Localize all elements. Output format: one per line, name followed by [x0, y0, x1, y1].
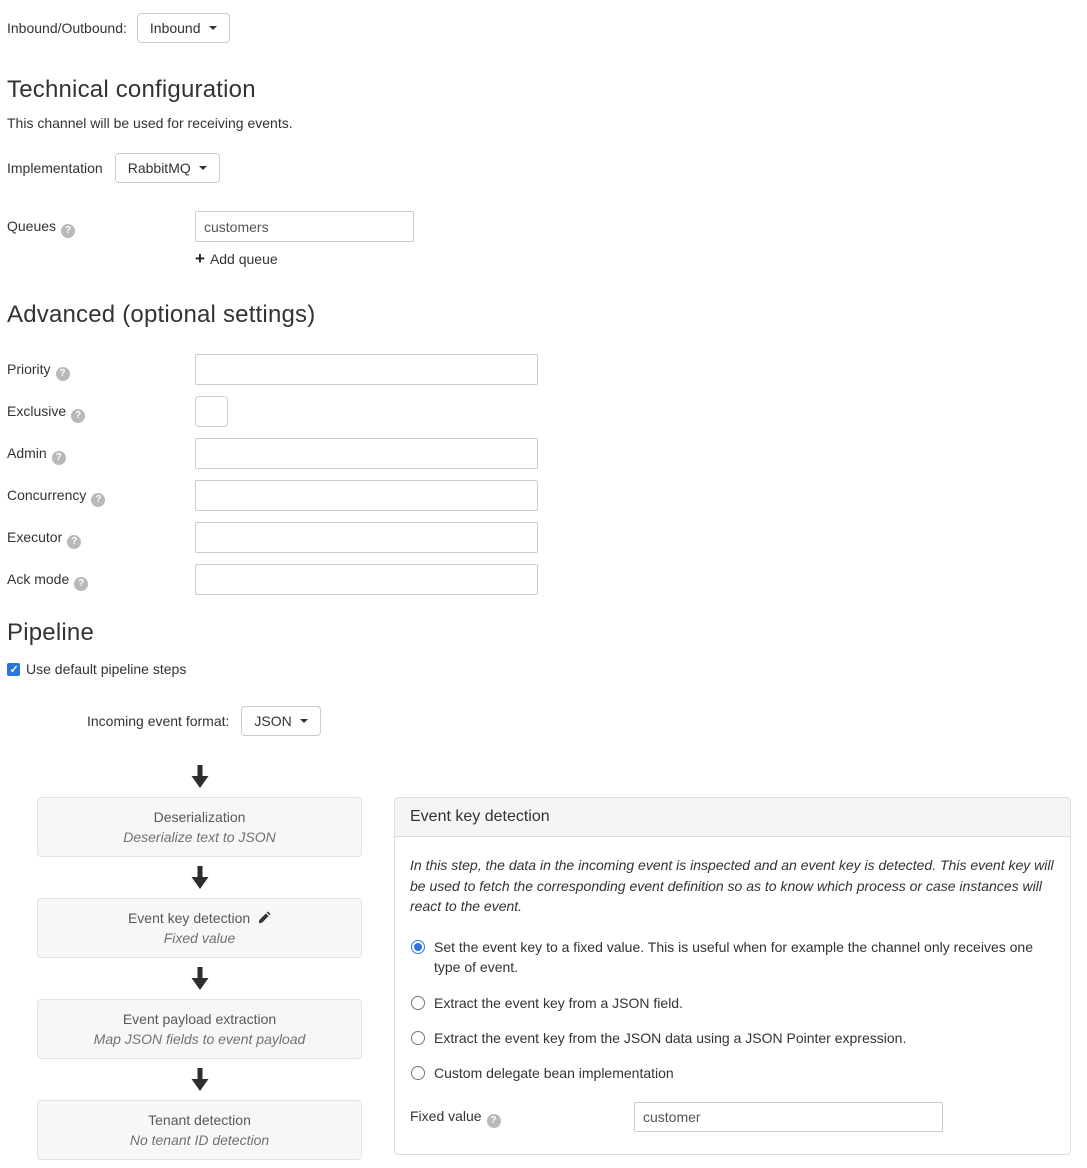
admin-label-wrap: [7, 438, 195, 465]
pipeline-step-event-key-detection[interactable]: [37, 898, 362, 958]
implementation-dropdown[interactable]: [115, 153, 220, 183]
pipeline-steps-column: [37, 756, 362, 1160]
concurrency-input[interactable]: [195, 480, 538, 511]
event-key-detection-panel: [394, 797, 1071, 1155]
step-subtitle: Deserialize text to JSON: [123, 829, 276, 845]
exclusive-checkbox[interactable]: [195, 396, 228, 427]
step-subtitle: Map JSON fields to event payload: [93, 1031, 306, 1047]
incoming-format-dropdown-value: JSON: [254, 713, 292, 729]
help-icon[interactable]: ?: [74, 577, 88, 591]
step-title: [44, 908, 355, 928]
executor-label: Executor: [7, 529, 63, 545]
arrow-down-icon: [189, 765, 211, 788]
direction-dropdown-value: Inbound: [149, 20, 201, 36]
step-title: Event payload extraction: [122, 1011, 277, 1027]
option-label: Set the event key to a fixed value. This is useful when for example the channel only receives one type of event.: [434, 939, 1033, 976]
panel-title: Event key detection: [395, 798, 1070, 837]
admin-row: [7, 438, 1071, 469]
queues-label: Queues: [7, 218, 57, 234]
ack-mode-row: [7, 564, 1071, 595]
implementation-label: Implementation: [7, 160, 103, 176]
option-json-field[interactable]: [410, 993, 1055, 1013]
priority-row: [7, 354, 1071, 385]
use-default-pipeline-row[interactable]: [7, 661, 1071, 677]
concurrency-label: Concurrency: [7, 487, 87, 503]
priority-label-wrap: [7, 354, 195, 381]
executor-row: [7, 522, 1071, 553]
ack-mode-label: Ack mode: [7, 571, 70, 587]
priority-label: Priority: [7, 361, 51, 377]
technical-configuration-heading: Technical configuration: [7, 76, 256, 103]
direction-dropdown[interactable]: [137, 13, 230, 43]
panel-body: [395, 837, 1070, 1154]
chevron-down-icon: [300, 719, 308, 723]
radio-icon[interactable]: [411, 996, 425, 1010]
exclusive-row: [7, 396, 1071, 427]
option-label: Extract the event key from a JSON field.: [434, 994, 683, 1011]
pipeline-step-tenant-detection[interactable]: [37, 1100, 362, 1160]
ack-mode-label-wrap: [7, 564, 195, 591]
help-icon[interactable]: ?: [487, 1114, 501, 1128]
incoming-format-label: Incoming event format:: [87, 713, 230, 729]
option-fixed-value[interactable]: [410, 937, 1055, 978]
fixed-value-label-wrap: [410, 1102, 634, 1128]
step-subtitle: No tenant ID detection: [129, 1132, 270, 1148]
exclusive-label: Exclusive: [7, 403, 67, 419]
add-queue-label: Add queue: [209, 251, 278, 267]
add-queue-button[interactable]: [195, 251, 278, 267]
help-icon[interactable]: ?: [67, 535, 81, 549]
advanced-heading: Advanced (optional settings): [7, 301, 316, 328]
step-title-text: Event key detection: [127, 910, 251, 926]
panel-description: In this step, the data in the incoming event is inspected and an event key is detected. This event key will be used to fetch the corresponding event definition so as to know which process or case instances will react to the event.: [410, 857, 1054, 915]
arrow-down-icon: [189, 967, 211, 990]
help-icon[interactable]: ?: [91, 493, 105, 507]
option-json-pointer[interactable]: [410, 1028, 1055, 1048]
step-title: Deserialization: [153, 809, 246, 825]
incoming-format-dropdown[interactable]: [241, 706, 320, 736]
priority-input[interactable]: [195, 354, 538, 385]
pipeline-heading: Pipeline: [7, 619, 94, 646]
queues-row: [7, 211, 1071, 267]
option-label: Custom delegate bean implementation: [434, 1065, 674, 1082]
radio-icon[interactable]: [411, 1066, 425, 1080]
queue-input[interactable]: [195, 211, 414, 242]
option-custom-delegate[interactable]: [410, 1063, 1055, 1083]
fixed-value-input[interactable]: [634, 1102, 943, 1132]
admin-label: Admin: [7, 445, 47, 461]
fixed-value-row: [410, 1102, 1055, 1132]
implementation-dropdown-value: RabbitMQ: [127, 160, 191, 176]
executor-input[interactable]: [195, 522, 538, 553]
use-default-pipeline-label: Use default pipeline steps: [26, 661, 187, 677]
direction-label: Inbound/Outbound:: [7, 20, 127, 36]
pencil-icon[interactable]: [258, 911, 271, 924]
pipeline-step-event-payload-extraction[interactable]: [37, 999, 362, 1059]
step-title: Tenant detection: [148, 1112, 251, 1128]
implementation-row: [7, 153, 1071, 183]
plus-icon: +: [195, 249, 205, 268]
incoming-format-row: [7, 706, 1071, 736]
help-icon[interactable]: ?: [52, 451, 66, 465]
option-label: Extract the event key from the JSON data using a JSON Pointer expression.: [434, 1030, 907, 1047]
ack-mode-input[interactable]: [195, 564, 538, 595]
technical-description: This channel will be used for receiving events.: [7, 115, 293, 131]
admin-input[interactable]: [195, 438, 538, 469]
queues-label-wrap: [7, 211, 195, 238]
arrow-down-icon: [189, 866, 211, 889]
radio-icon[interactable]: [411, 1031, 425, 1045]
chevron-down-icon: [209, 26, 217, 30]
use-default-pipeline-checkbox[interactable]: [7, 663, 20, 676]
help-icon[interactable]: ?: [61, 224, 75, 238]
pipeline-step-deserialization[interactable]: [37, 797, 362, 857]
help-icon[interactable]: ?: [71, 409, 85, 423]
chevron-down-icon: [199, 166, 207, 170]
fixed-value-label: Fixed value: [410, 1107, 482, 1124]
direction-row: [7, 13, 1071, 43]
help-icon[interactable]: ?: [56, 367, 70, 381]
exclusive-label-wrap: [7, 396, 195, 423]
concurrency-label-wrap: [7, 480, 195, 507]
executor-label-wrap: [7, 522, 195, 549]
step-subtitle: Fixed value: [163, 930, 236, 946]
arrow-down-icon: [189, 1068, 211, 1091]
radio-icon[interactable]: [411, 940, 425, 954]
pipeline-flow: [7, 756, 1071, 1160]
concurrency-row: [7, 480, 1071, 511]
